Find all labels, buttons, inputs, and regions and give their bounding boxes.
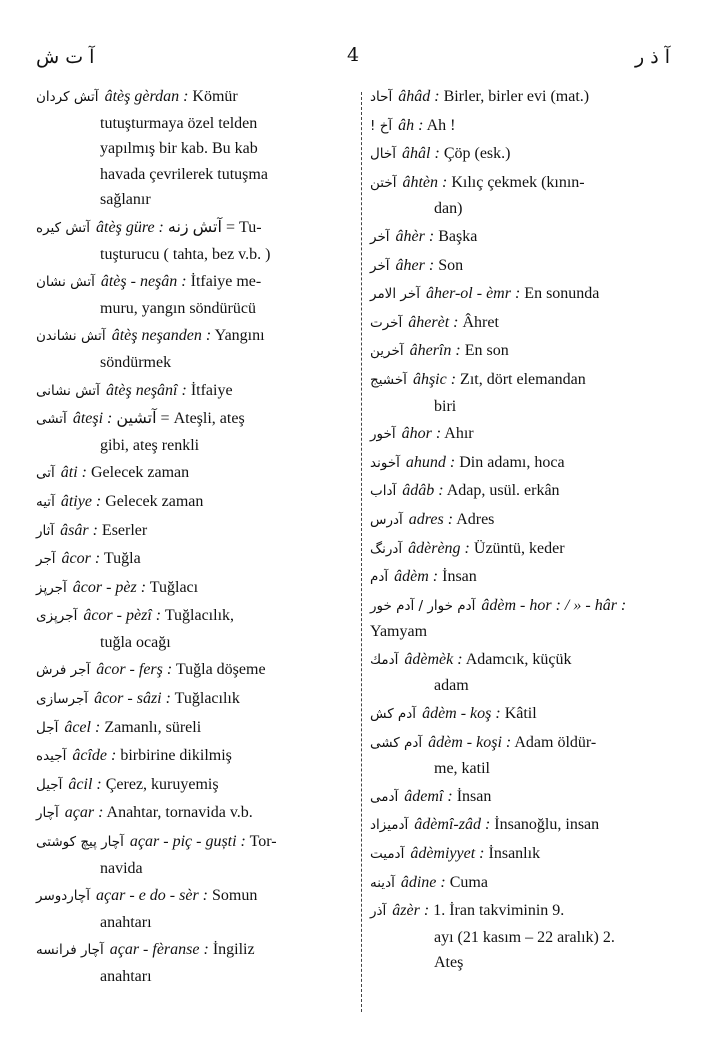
entry-arabic-headword: آتشى	[36, 411, 67, 428]
dictionary-entry	[370, 730, 684, 782]
entry-definition: Gelecek zaman	[105, 492, 204, 510]
entry-definition: Kâtil	[504, 705, 537, 723]
dictionary-entry	[36, 657, 354, 684]
dictionary-entry	[36, 603, 354, 655]
entry-definition: Cuma	[449, 873, 488, 891]
entry-transliteration: âdèm :	[394, 568, 439, 586]
entry-continuation: anahtarı	[100, 913, 152, 931]
entry-transliteration: âdâb :	[402, 482, 444, 500]
entry-transliteration: âcor - sâzi :	[94, 690, 171, 708]
entry-transliteration: âtèş güre :	[96, 218, 164, 236]
entry-definition: Eserler	[101, 521, 148, 539]
entry-lead-line	[36, 800, 354, 827]
dictionary-entry	[36, 215, 354, 267]
entry-lead-line	[370, 421, 684, 448]
entry-definition: Adam öldür-	[514, 733, 597, 751]
entry-lead-line	[370, 84, 684, 111]
entry-definition: Ah !	[426, 116, 456, 134]
entry-transliteration: âdèm - koşi :	[428, 733, 512, 751]
entry-arabic-headword: آخرين	[370, 343, 404, 360]
dictionary-entry	[36, 546, 354, 573]
entry-definition: Adamcık, küçük	[465, 650, 572, 668]
entry-lead-line	[370, 730, 684, 757]
entry-lead-line	[370, 281, 684, 308]
entry-definition: Tuğlacı	[149, 578, 199, 596]
entry-arabic-headword: آجر فرش	[36, 662, 91, 679]
entry-lead-line	[370, 812, 684, 839]
entry-definition: İtfaiye me-	[190, 273, 262, 291]
entry-lead-line	[370, 113, 684, 140]
entry-transliteration: âtèş gèrdan :	[104, 88, 189, 105]
entry-continuation: Ateş	[434, 954, 464, 972]
entry-lead-line	[370, 536, 684, 563]
dictionary-entry	[370, 310, 684, 337]
header-left-word: آ ت ش	[36, 46, 95, 68]
entry-lead-line	[36, 269, 354, 296]
entry-definition: Kılıç çekmek (kının-	[451, 173, 585, 191]
entry-transliteration: âcel :	[64, 718, 101, 736]
entry-lead-line	[370, 253, 684, 280]
entry-lead-line	[370, 310, 684, 337]
entry-definition: Kömür	[192, 88, 238, 105]
dictionary-entry	[36, 575, 354, 602]
entry-lead-line	[36, 323, 354, 350]
page-header	[0, 38, 706, 74]
entry-transliteration: âsâr :	[60, 521, 98, 539]
entry-continuation: havada çevrilerek tutuşma	[100, 165, 268, 183]
entry-definition: Âhret	[462, 313, 499, 331]
entry-definition: Tuğlacılık,	[164, 607, 235, 625]
dictionary-entry	[36, 406, 354, 458]
right-column	[370, 84, 684, 978]
entry-transliteration: âdine :	[400, 873, 446, 891]
entry-lead-line	[36, 489, 354, 516]
entry-transliteration: âdèm - hor : / » - hâr :	[481, 596, 627, 614]
entry-arabic-headword: آتى	[36, 465, 55, 482]
entry-continuation: gibi, ateş renkli	[100, 436, 200, 454]
entry-transliteration: âdèmèk :	[404, 650, 463, 668]
entry-lead-line	[36, 215, 354, 242]
entry-definition: Gelecek zaman	[90, 464, 190, 482]
entry-definition: İnsan	[456, 787, 492, 805]
dictionary-entry	[36, 715, 354, 742]
entry-arabic-headword: آجل	[36, 719, 59, 736]
entry-arabic-headword: آدمك	[370, 651, 399, 668]
dictionary-entry	[370, 812, 684, 839]
entry-definition: Yangını	[214, 327, 265, 345]
entry-arabic-headword: آخال	[370, 146, 397, 163]
entry-definition: Din adamı, hoca	[459, 453, 565, 471]
entry-lead-line	[36, 937, 354, 964]
entry-transliteration: âteşi :	[72, 410, 113, 428]
entry-definition: Zıt, dört elemandan	[460, 370, 586, 388]
entry-continuation: muru, yangın söndürücü	[100, 299, 256, 317]
entry-transliteration: âzèr :	[392, 902, 430, 920]
entry-lead-line	[36, 378, 354, 405]
entry-arabic-headword: آجيل	[36, 776, 63, 793]
entry-transliteration: âtiye :	[60, 492, 102, 510]
entry-lead-line	[36, 829, 354, 856]
entry-lead-line	[370, 564, 684, 591]
dictionary-entry	[370, 841, 684, 868]
entry-continuation: adam	[434, 677, 469, 695]
entry-arabic-headword: آدم كش	[370, 706, 417, 723]
dictionary-entry	[370, 593, 684, 645]
dictionary-entry	[370, 701, 684, 728]
entry-continuation: dan)	[434, 200, 463, 218]
entry-arabic-headword: آتيه	[36, 493, 55, 510]
entry-lead-line	[370, 478, 684, 505]
entry-transliteration: âhâl :	[402, 145, 440, 163]
dictionary-entry	[370, 870, 684, 897]
entry-lead-line	[370, 507, 684, 534]
entry-lead-line	[370, 224, 684, 251]
entry-arabic-headword: آخور	[370, 426, 396, 443]
entry-lead-line	[370, 898, 684, 925]
entry-transliteration: açar - piç - guști :	[129, 833, 246, 851]
dictionary-entry	[36, 829, 354, 881]
entry-transliteration: âherîn :	[409, 342, 461, 360]
entry-arabic-headword: آجر	[36, 551, 56, 568]
dictionary-entry	[36, 84, 354, 213]
entry-transliteration: açar - fèranse :	[109, 941, 209, 959]
entry-arabic-headword: آحاد	[370, 89, 393, 105]
entry-transliteration: âhèr :	[395, 227, 435, 245]
entry-transliteration: âherèt :	[408, 313, 459, 331]
entry-transliteration: âhşic :	[412, 370, 457, 388]
entry-definition: 1. İran takviminin 9.	[433, 902, 565, 920]
entry-definition: İtfaiye	[190, 381, 233, 399]
dictionary-entry	[36, 460, 354, 487]
dictionary-entry	[370, 141, 684, 168]
entry-transliteration: âcor :	[61, 550, 101, 568]
entry-definition: Adres	[456, 510, 495, 528]
entry-arabic-headword: آدم خوار / آدم خور	[370, 597, 476, 614]
entry-arabic-headword: آجرپزى	[36, 608, 78, 625]
entry-arabic-headword: آخر	[370, 257, 390, 274]
entry-lead-line	[370, 338, 684, 365]
entry-arabic-headword: آجرسازى	[36, 691, 89, 708]
entry-transliteration: âcor - ferş :	[96, 661, 173, 679]
entry-definition: Başka	[438, 227, 478, 245]
entry-arabic-headword: آتش نشانى	[36, 382, 100, 399]
entry-transliteration: âh :	[398, 116, 424, 134]
entry-transliteration: âher-ol - èmr :	[425, 285, 521, 303]
entry-definition: Tor-	[249, 833, 277, 851]
entry-arabic-headword: آچار پيچ كوشتى	[36, 834, 124, 851]
dictionary-entry	[370, 421, 684, 448]
entry-lead-line	[370, 841, 684, 868]
entry-definition: Somun	[212, 887, 258, 905]
entry-transliteration: âdèrèng :	[408, 539, 470, 557]
dictionary-entry	[370, 367, 684, 419]
entry-transliteration: âcil :	[68, 775, 102, 793]
column-divider	[361, 92, 362, 1012]
entry-lead-line	[36, 518, 354, 545]
entry-transliteration: âhâd :	[398, 88, 440, 105]
entry-continuation: navida	[100, 859, 143, 877]
entry-definition: Yamyam	[370, 623, 428, 641]
dictionary-entry	[36, 800, 354, 827]
entry-lead-line	[370, 367, 684, 394]
entry-arabic-headword: آدم كشى	[370, 734, 423, 751]
entry-arabic-headword: آخشيج	[370, 371, 407, 388]
entry-lead-line	[370, 170, 684, 197]
entry-arabic-headword: آختن	[370, 174, 397, 191]
entry-transliteration: âdèm - koş :	[422, 705, 501, 723]
entry-transliteration: âdèmî-zâd :	[414, 816, 491, 834]
page-number: 4	[346, 44, 360, 66]
entry-definition: İnsanoğlu, insan	[494, 816, 600, 834]
entry-arabic-headword: آدم	[370, 569, 389, 586]
entry-continuation: anahtarı	[100, 968, 152, 985]
entry-transliteration: âhor :	[401, 425, 442, 443]
entry-arabic-headword: آثار	[36, 522, 55, 539]
entry-definition: آتش زنه = Tu-	[167, 218, 262, 236]
entry-lead-line	[36, 406, 354, 433]
entry-arabic-headword: آتش نشان	[36, 274, 95, 291]
entry-definition: En son	[464, 342, 509, 360]
dictionary-entry	[36, 489, 354, 516]
entry-definition: Tuğlacılık	[174, 690, 240, 708]
entry-arabic-headword: آچار فرانسه	[36, 942, 104, 959]
entry-definition: Üzüntü, keder	[473, 539, 565, 557]
entry-arabic-headword: آجيده	[36, 748, 67, 765]
entry-definition: آتشين = Ateşli, ateş	[116, 410, 245, 428]
entry-lead-line	[370, 870, 684, 897]
entry-arabic-headword: آتش كيره	[36, 219, 91, 236]
dictionary-entry	[36, 518, 354, 545]
entry-continuation: yapılmış bir kab. Bu kab	[100, 140, 258, 158]
dictionary-entry	[370, 84, 684, 111]
entry-definition: Tuğla döşeme	[175, 661, 266, 679]
entry-lead-line	[370, 701, 684, 728]
entry-arabic-headword: آدينه	[370, 874, 395, 891]
entry-transliteration: ahund :	[405, 453, 456, 471]
entry-lead-line	[36, 743, 354, 770]
entry-continuation: söndürmek	[100, 353, 172, 371]
entry-arabic-headword: آتش نشاندن	[36, 328, 106, 345]
dictionary-entry	[370, 784, 684, 811]
entry-arabic-headword: آچاردوسر	[36, 888, 91, 905]
entry-lead-line	[36, 657, 354, 684]
entry-arabic-headword: آجرپز	[36, 579, 67, 596]
dictionary-entry	[370, 898, 684, 976]
dictionary-entry	[36, 883, 354, 935]
entry-definition: Çerez, kuruyemiş	[105, 775, 219, 793]
entry-definition: Anahtar, tornavida v.b.	[106, 804, 253, 822]
dictionary-entry	[36, 378, 354, 405]
entry-continuation: tuşturucu ( tahta, bez v.b. )	[100, 245, 271, 263]
entry-arabic-headword: آتش كردان	[36, 89, 99, 105]
entry-definition: birbirine dikilmiş	[120, 747, 232, 765]
dictionary-entry	[370, 338, 684, 365]
entry-lead-line	[36, 575, 354, 602]
dictionary-entry	[36, 937, 354, 989]
entry-arabic-headword: آدرس	[370, 511, 403, 528]
left-column	[36, 84, 354, 992]
entry-definition: Tuğla	[103, 550, 141, 568]
entry-transliteration: âcor - pèz :	[72, 578, 147, 596]
dictionary-entry	[370, 170, 684, 222]
header-right-word: آ ذ ر	[635, 46, 670, 68]
entry-definition: İngiliz	[212, 941, 255, 959]
entry-lead-line	[370, 450, 684, 477]
entry-transliteration: âdemî :	[404, 787, 453, 805]
dictionary-entry	[370, 478, 684, 505]
dictionary-entry	[370, 507, 684, 534]
dictionary-entry	[370, 564, 684, 591]
entry-lead-line	[36, 715, 354, 742]
entry-lead-line	[36, 84, 354, 111]
entry-lead-line	[36, 772, 354, 799]
entry-arabic-headword: آدمى	[370, 788, 399, 805]
entry-arabic-headword: آداب	[370, 483, 397, 500]
dictionary-entry	[36, 772, 354, 799]
dictionary-entry	[370, 253, 684, 280]
entry-lead-line	[36, 460, 354, 487]
entry-definition: Adap, usül. erkân	[446, 482, 560, 500]
entry-transliteration: âcor - pèzî :	[83, 607, 162, 625]
dictionary-entry	[370, 647, 684, 699]
entry-transliteration: açar - e do - sèr :	[96, 887, 208, 905]
entry-transliteration: âher :	[395, 256, 435, 274]
entry-arabic-headword: آچار	[36, 805, 59, 822]
entry-continuation: me, katil	[434, 760, 490, 778]
entry-transliteration: âhtèn :	[402, 173, 448, 191]
entry-definition: İnsanlık	[488, 845, 541, 863]
entry-transliteration: âti :	[60, 464, 87, 482]
entry-arabic-headword: آخ !	[370, 117, 393, 134]
entry-arabic-headword: آذر	[370, 903, 387, 920]
entry-arabic-headword: آدميزاد	[370, 817, 409, 834]
entry-lead-line	[370, 141, 684, 168]
entry-lead-line	[36, 883, 354, 910]
dictionary-entry	[370, 113, 684, 140]
entry-lead-line	[36, 546, 354, 573]
entry-transliteration: âtèş neşanden :	[111, 327, 212, 345]
entry-arabic-headword: آخر الامر	[370, 286, 420, 303]
entry-transliteration: adres :	[408, 510, 454, 528]
entry-lead-line	[370, 593, 684, 645]
dictionary-entry	[370, 281, 684, 308]
entry-transliteration: âtèş - neşân :	[100, 273, 187, 291]
entry-arabic-headword: آخرت	[370, 314, 403, 331]
entry-definition: Ahır	[444, 425, 474, 443]
entry-definition: Birler, birler evi (mat.)	[443, 88, 590, 105]
entry-continuation: tutuşturmaya özel telden	[100, 114, 258, 132]
entry-arabic-headword: آخر	[370, 228, 390, 245]
entry-transliteration: âdèmiyyet :	[410, 845, 485, 863]
entry-lead-line	[36, 686, 354, 713]
entry-transliteration: âtèş neşânî :	[105, 381, 187, 399]
dictionary-entry	[370, 224, 684, 251]
entry-continuation: biri	[434, 397, 457, 415]
entry-arabic-headword: آخوند	[370, 454, 400, 471]
entry-continuation: tuğla ocağı	[100, 633, 171, 651]
entry-definition: Çöp (esk.)	[443, 145, 511, 163]
entry-continuation: ayı (21 kasım – 22 aralık) 2.	[434, 928, 615, 946]
entry-lead-line	[370, 647, 684, 674]
entry-lead-line	[370, 784, 684, 811]
entry-definition: İnsan	[442, 568, 477, 586]
dictionary-entry	[36, 686, 354, 713]
entry-continuation: sağlanır	[100, 191, 151, 209]
entry-arabic-headword: آدميت	[370, 846, 405, 863]
dictionary-entry	[36, 269, 354, 321]
dictionary-entry	[36, 743, 354, 770]
entry-transliteration: âcîde :	[72, 747, 117, 765]
dictionary-entry	[370, 450, 684, 477]
entry-definition: En sonunda	[524, 285, 600, 303]
dictionary-entry	[370, 536, 684, 563]
entry-definition: Zamanlı, süreli	[104, 718, 202, 736]
dictionary-entry	[36, 323, 354, 375]
entry-lead-line	[36, 603, 354, 630]
entry-arabic-headword: آدرنگ	[370, 540, 403, 557]
entry-transliteration: açar :	[64, 804, 104, 822]
entry-definition: Son	[438, 256, 464, 274]
